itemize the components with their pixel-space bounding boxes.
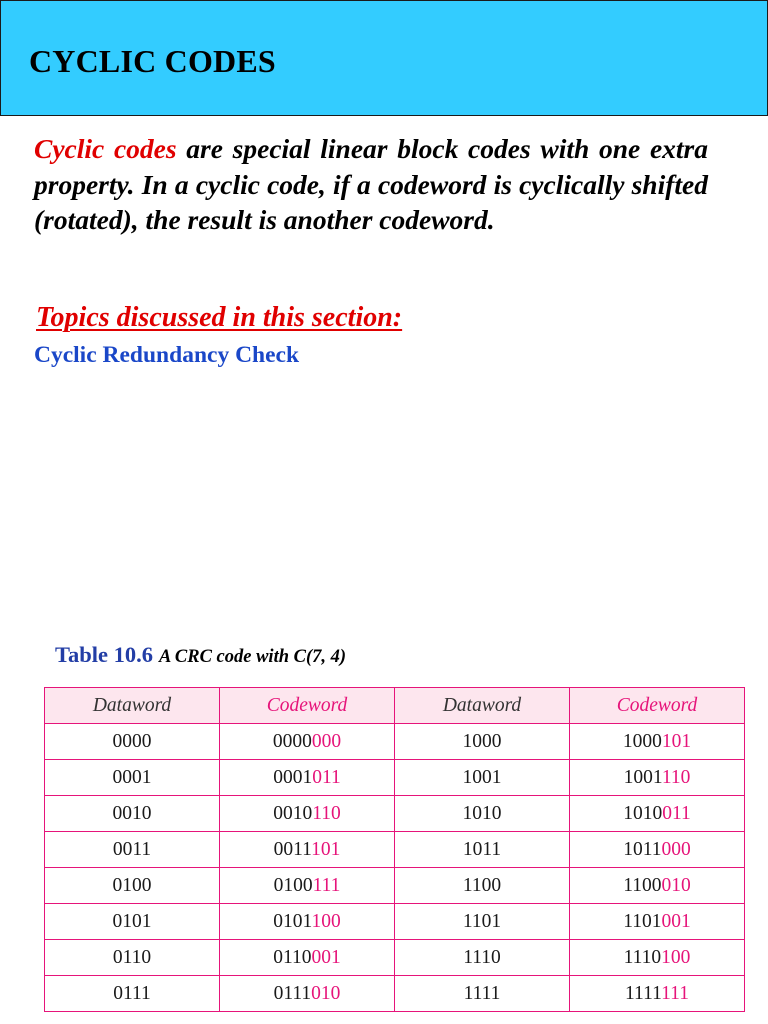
dataword-cell: 1010: [462, 802, 502, 824]
slide-title: CYCLIC CODES: [29, 43, 276, 79]
dataword-cell: 1110: [463, 946, 501, 968]
codeword-cell: [570, 940, 745, 976]
codeword-data-bits: 0100: [273, 874, 313, 896]
codeword-cell: [220, 940, 395, 976]
table-row: [45, 868, 745, 904]
dataword-cell: [45, 760, 220, 796]
dataword-cell: 0111: [113, 982, 151, 1004]
codeword-cell: [570, 796, 745, 832]
dataword-cell: 0110: [112, 946, 152, 968]
header-codeword: Codeword: [220, 688, 395, 724]
table-row: [45, 832, 745, 868]
codeword-check-bits: 000: [311, 730, 342, 752]
dataword-cell: [45, 976, 220, 1012]
codeword-check-bits: 011: [312, 766, 341, 788]
codeword-check-bits: 001: [311, 946, 341, 968]
codeword-check-bits: 010: [311, 982, 341, 1004]
codeword-data-bits: 1111: [625, 982, 662, 1004]
codeword-check-bits: 101: [311, 838, 341, 860]
topic-item: Cyclic Redundancy Check: [34, 342, 300, 368]
codeword-data-bits: 1000: [622, 730, 662, 752]
codeword-check-bits: 101: [661, 730, 692, 752]
intro-text: are special linear block codes with one extra property. In a cyclic code, if a codeword is cyclically shifted (rotated), the result is another codeword.: [34, 133, 708, 235]
codeword-check-bits: 111: [661, 982, 689, 1004]
codeword-data-bits: 1001: [623, 766, 662, 788]
dataword-cell: 1000: [462, 730, 502, 752]
codeword-data-bits: 0010: [273, 802, 313, 824]
dataword-cell: [395, 760, 570, 796]
dataword-cell: [395, 868, 570, 904]
dataword-cell: [45, 868, 220, 904]
codeword-cell: [220, 724, 395, 760]
dataword-cell: 1101: [462, 910, 502, 932]
codeword-data-bits: 1011: [623, 838, 662, 860]
dataword-cell: 1100: [462, 874, 502, 896]
codeword-cell: [220, 904, 395, 940]
codeword-data-bits: 0101: [273, 910, 312, 932]
table-row: [45, 976, 745, 1012]
dataword-cell: [395, 832, 570, 868]
codeword-check-bits: 001: [661, 910, 691, 932]
title-bar: [0, 0, 768, 116]
dataword-cell: [395, 904, 570, 940]
topics-heading: Topics discussed in this section:: [36, 302, 403, 333]
dataword-cell: 0101: [112, 910, 152, 932]
table-body: [45, 724, 745, 1012]
dataword-cell: [45, 904, 220, 940]
dataword-cell: 0001: [112, 766, 152, 788]
codeword-data-bits: 1101: [623, 910, 662, 932]
dataword-cell: [395, 976, 570, 1012]
codeword-check-bits: 111: [312, 874, 341, 896]
crc-table: [44, 687, 745, 1012]
dataword-cell: 0011: [112, 838, 152, 860]
table-row: [45, 724, 745, 760]
intro-paragraph: [34, 131, 708, 238]
dataword-cell: [395, 724, 570, 760]
codeword-cell: [220, 796, 395, 832]
header-dataword: Dataword: [45, 688, 220, 724]
table-row: [45, 796, 745, 832]
table-row: [45, 760, 745, 796]
codeword-cell: [220, 760, 395, 796]
dataword-cell: 0010: [112, 802, 152, 824]
codeword-check-bits: 000: [661, 838, 691, 860]
codeword-data-bits: 1100: [623, 874, 662, 896]
dataword-cell: 1001: [462, 766, 502, 788]
dataword-cell: [395, 940, 570, 976]
codeword-cell: [220, 832, 395, 868]
codeword-check-bits: 110: [312, 802, 341, 824]
dataword-cell: [45, 724, 220, 760]
intro-highlight: Cyclic codes: [34, 133, 177, 164]
header-codeword: Codeword: [570, 688, 745, 724]
dataword-cell: 1011: [462, 838, 502, 860]
codeword-data-bits: 1010: [623, 802, 663, 824]
codeword-data-bits: 0000: [272, 730, 312, 752]
table-row: [45, 940, 745, 976]
codeword-check-bits: 100: [311, 910, 341, 932]
codeword-data-bits: 0111: [273, 982, 312, 1004]
dataword-cell: 0100: [112, 874, 152, 896]
codeword-data-bits: 0001: [273, 766, 313, 788]
codeword-data-bits: 1110: [623, 946, 662, 968]
codeword-cell: [570, 724, 745, 760]
codeword-cell: [570, 832, 745, 868]
table-number: Table 10.6: [55, 642, 153, 667]
codeword-cell: [570, 976, 745, 1012]
codeword-cell: [570, 760, 745, 796]
codeword-cell: [570, 904, 745, 940]
codeword-check-bits: 110: [661, 766, 691, 788]
table-header-row: [45, 688, 745, 724]
codeword-data-bits: 0011: [273, 838, 312, 860]
dataword-cell: [395, 796, 570, 832]
codeword-check-bits: 010: [661, 874, 691, 896]
codeword-cell: [570, 868, 745, 904]
dataword-cell: [45, 832, 220, 868]
dataword-cell: [45, 940, 220, 976]
dataword-cell: [45, 796, 220, 832]
codeword-cell: [220, 868, 395, 904]
table-description: A CRC code with C(7, 4): [158, 647, 347, 667]
codeword-check-bits: 011: [662, 802, 691, 824]
codeword-check-bits: 100: [661, 946, 691, 968]
dataword-cell: 1111: [463, 982, 501, 1004]
codeword-data-bits: 0110: [273, 946, 312, 968]
header-dataword: Dataword: [395, 688, 570, 724]
codeword-cell: [220, 976, 395, 1012]
table-row: [45, 904, 745, 940]
dataword-cell: 0000: [112, 730, 152, 752]
table-caption: [55, 641, 346, 671]
